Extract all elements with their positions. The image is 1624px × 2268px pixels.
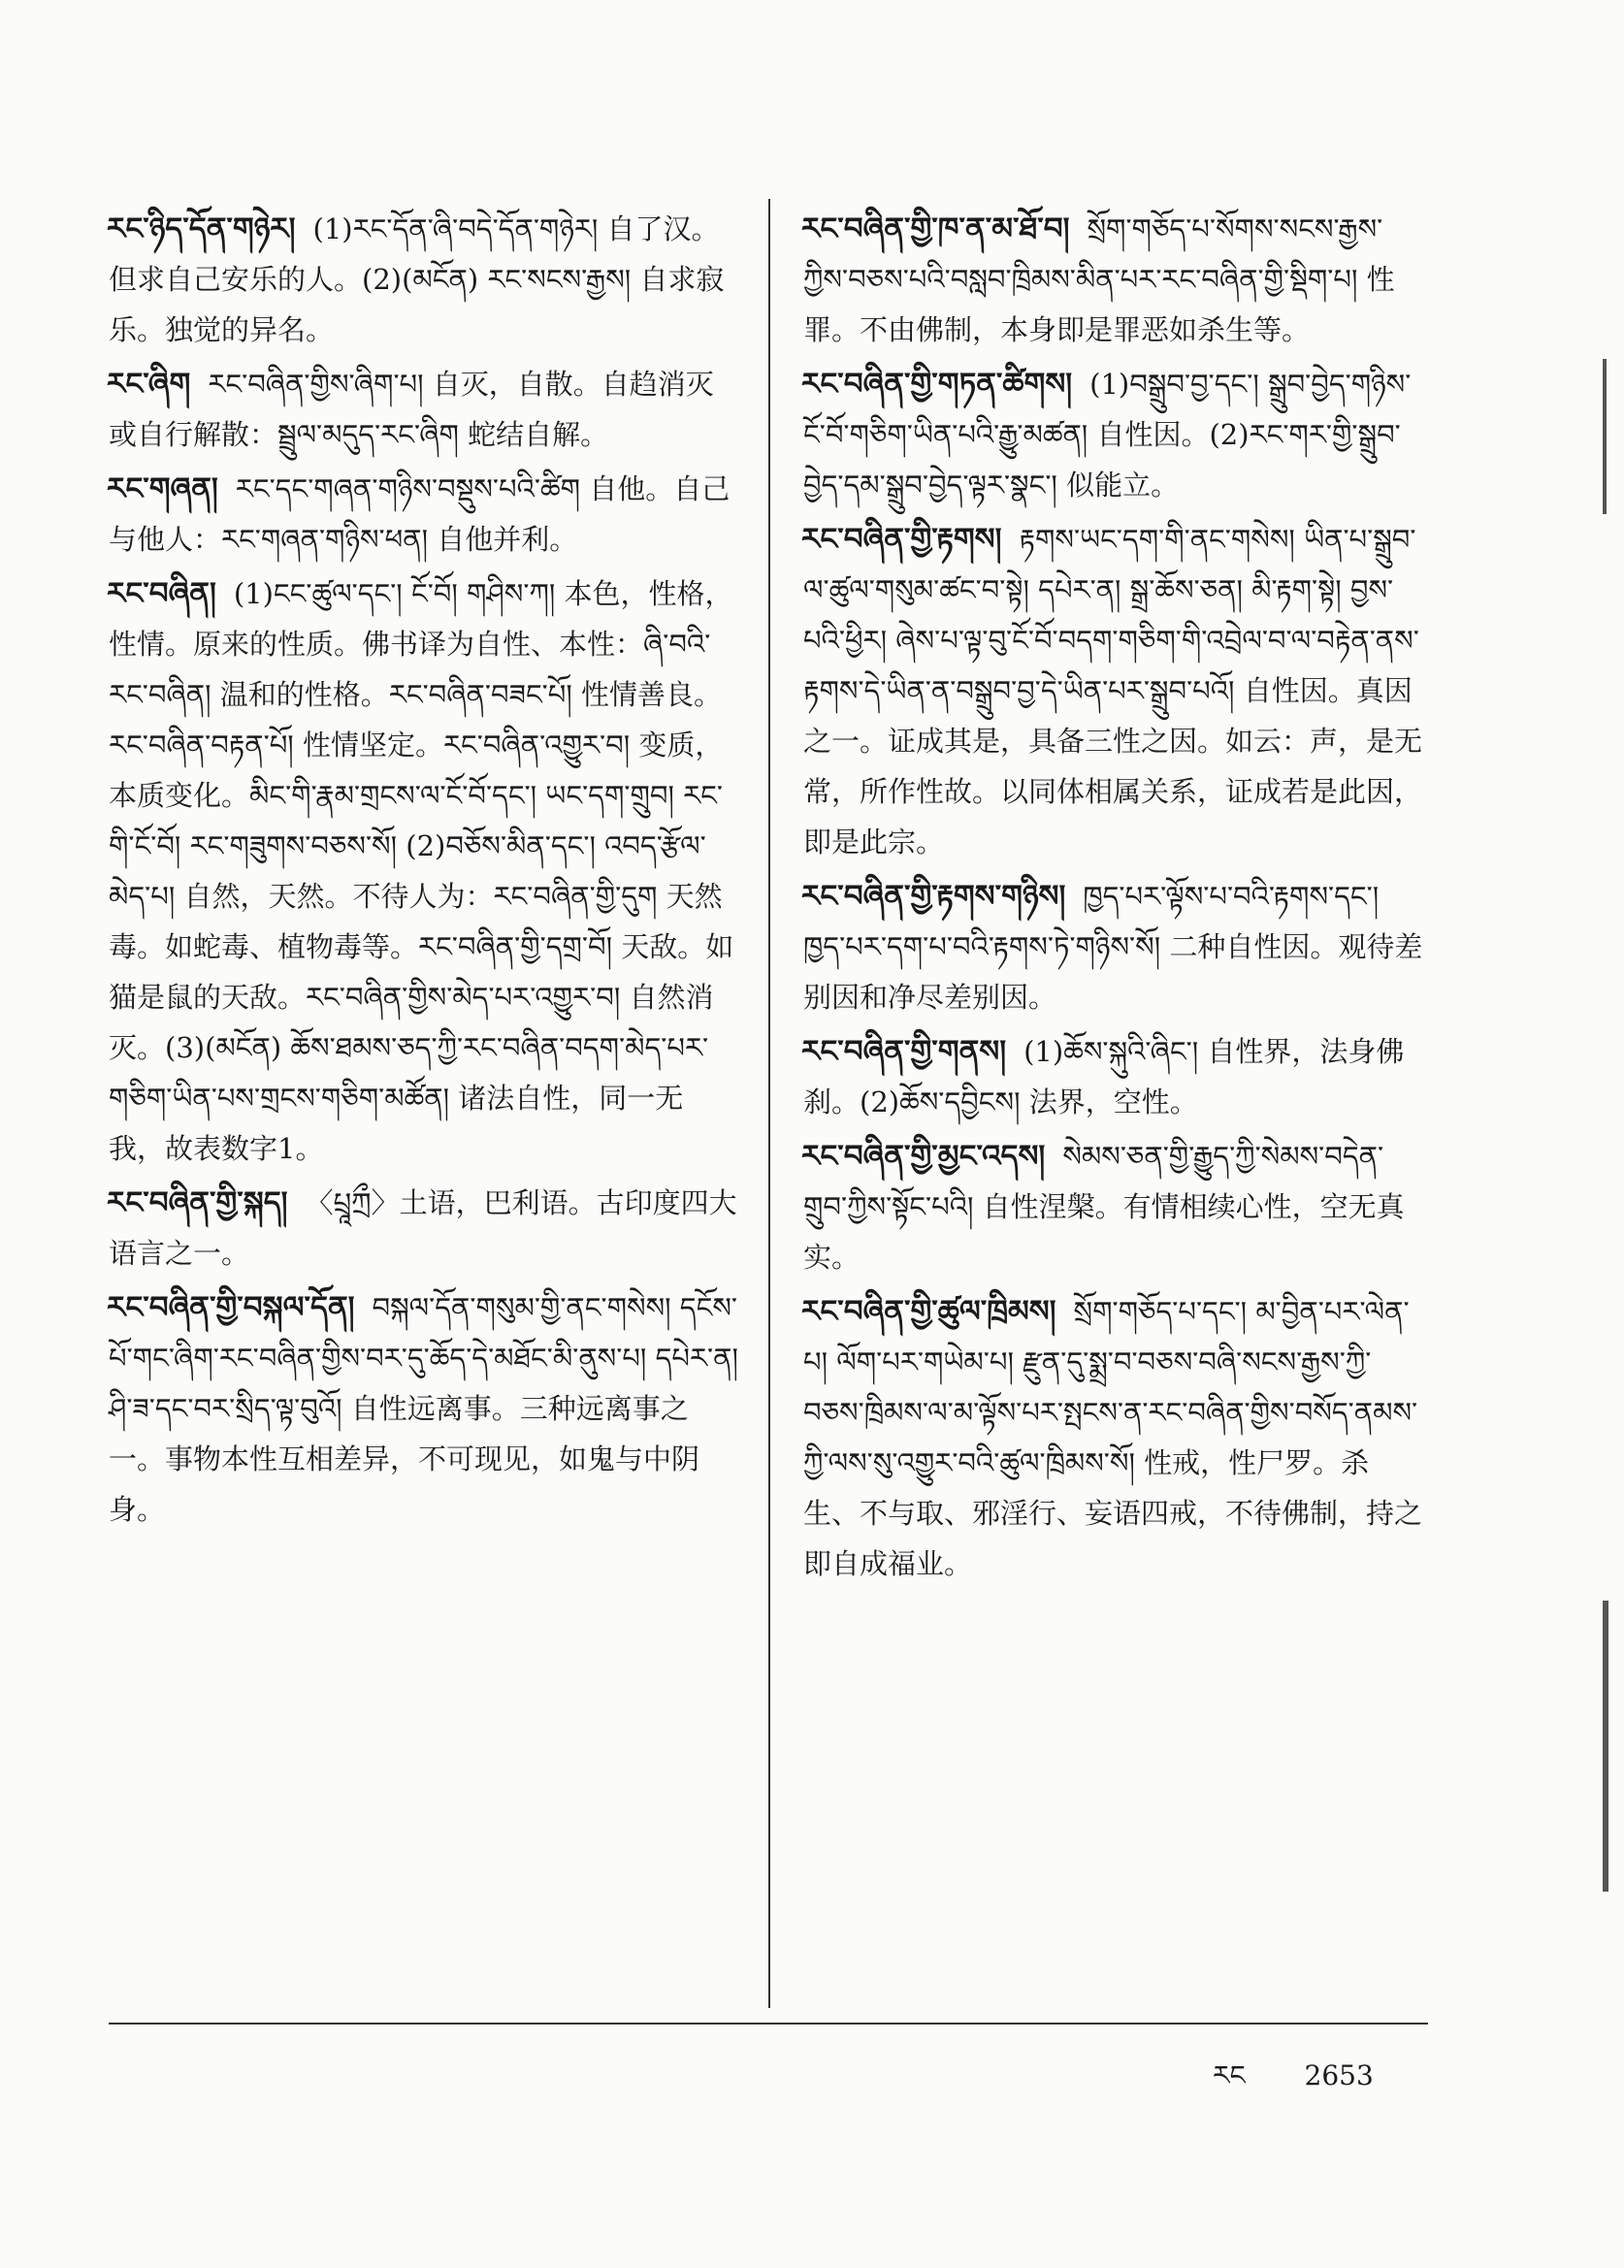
entry-headword: རང་ཞིག	[107, 367, 191, 402]
entry-text: རང་དང་གཞན་གཉིས་བསྡུས་པའི་ཚིག 自他。自己与他人：རང་གཞན་གཉིས་ཕན། 自他并利。	[109, 472, 731, 556]
dictionary-entry	[803, 1026, 1424, 1127]
right-column	[803, 204, 1424, 1593]
entry-text: རང་བཞིན་གྱིས་ཞིག་པ། 自灭，自散。自趋消灭或自行解散：སྦྲུལ་མདུད་རང་ཞིག 蛇结自解。	[109, 368, 714, 451]
entry-text: སྲོག་གཅོད་པ་སོགས་སངས་རྒྱས་ཀྱིས་བཅས་པའི་བསླབ་ཁྲིམས་མིན་པར་རང་བཞིན་གྱི་སྡིག་པ། 性罪。不由佛制，本身即是罪恶如杀生等。	[803, 212, 1395, 346]
scan-edge-mark	[1603, 1601, 1608, 1892]
entry-headword: རང་ཉིད་དོན་གཉེར།	[107, 211, 296, 246]
dictionary-entry	[803, 359, 1424, 510]
dictionary-entry	[109, 359, 739, 460]
entry-headword: རང་གཞན།	[107, 471, 218, 506]
page-number: 2653	[1304, 2059, 1374, 2091]
entry-text: ཁྱད་པར་ལྟོས་པ་བའི་རྟགས་དང་། ཁྱད་པར་དག་པ་བའི་རྟགས་ཏེ་གཉིས་སོ། 二种自性因。观待差别因和净尽差别因。	[803, 880, 1423, 1014]
entry-headword: རང་བཞིན་གྱི་ཁ་ན་མ་ཐོ་བ།	[801, 211, 1070, 246]
entry-headword: རང་བཞིན་གྱི་མྱང་འདས།	[801, 1139, 1046, 1174]
footer-rule	[109, 2023, 1428, 2025]
column-divider	[768, 199, 770, 2008]
left-column	[109, 204, 739, 1539]
dictionary-entry	[109, 464, 739, 565]
entry-text: སེམས་ཅན་གྱི་རྒྱུད་ཀྱི་སེམས་བདེན་གྲུབ་ཀྱིས་སྟོང་པའི། 自性涅槃。有情相续心性，空无真实。	[803, 1140, 1405, 1274]
entry-text: (1)རང་དོན་ཞི་བདེ་དོན་གཉེར། 自了汉。但求自己安乐的人。(2)(མངོན) རང་སངས་རྒྱས། 自求寂乐。独觉的异名。	[109, 212, 725, 346]
dictionary-entry	[109, 568, 739, 1174]
entry-text: སྲོག་གཅོད་པ་དང་། མ་བྱིན་པར་ལེན་པ། ལོག་པར་གཡེམ་པ། རྫུན་དུ་སྨྲ་བ་བཅས་བཞི་སངས་རྒྱས་ཀྱི་བཅས་ཁྲིམས་ལ་མ་ལྟོས་པར་སྤངས་ན་རང་བཞིན་གྱིས་བསོད་ནམས་ཀྱི་ལས་སུ་འགྱུར་བའི་ཚུལ་ཁྲིམས་སོ། 性戒，性尸罗。杀生、不与取、邪淫行、妄语四戒，不待佛制，持之即自成福业。	[803, 1295, 1423, 1580]
dictionary-entry	[803, 514, 1424, 867]
entry-headword: རང་བཞིན་གྱི་བསྐལ་དོན།	[107, 1290, 355, 1325]
dictionary-entry	[803, 871, 1424, 1022]
page-footer	[1213, 2045, 1374, 2122]
dictionary-entry	[109, 1282, 739, 1535]
entry-headword: རང་བཞིན་གྱི་གཏན་ཚིགས།	[801, 367, 1073, 402]
entry-text: 〈པྲཱཀྲྀ〉土语，巴利语。古印度四大语言之一。	[109, 1186, 737, 1270]
entry-headword: རང་བཞིན་གྱི་རྟགས།	[801, 522, 1002, 557]
entry-text: (1)བསྒྲུབ་བྱ་དང་། སྒྲུབ་བྱེད་གཉིས་ངོ་བོ་གཅིག་ཡིན་པའི་རྒྱུ་མཚན། 自性因。(2)རང་གར་གྱི་སྒྲུབ་བྱེད་དམ་སྒྲུབ་བྱེད་ལྟར་སྣང་། 似能立。	[803, 368, 1412, 502]
entry-headword: རང་བཞིན་གྱི་རྟགས་གཉིས།	[801, 879, 1066, 914]
scan-edge-mark	[1603, 359, 1607, 514]
entry-text: རྟགས་ཡང་དག་གི་ནང་གསེས། ཡིན་པ་སྒྲུབ་ལ་ཚུལ་གསུམ་ཚང་བ་སྟེ། དཔེར་ན། སྒྲ་ཆོས་ཅན། མི་རྟག་སྟེ། བྱས་པའི་ཕྱིར། ཞེས་པ་ལྟ་བུ་ངོ་བོ་བདག་གཅིག་གི་འབྲེལ་བ་ལ་བརྟེན་ནས་རྟགས་དེ་ཡིན་ན་བསྒྲུབ་བྱ་དེ་ཡིན་པར་སྒྲུབ་པའོ། 自性因。真因之一。证成其是，具备三性之因。如云：声，是无常，所作性故。以同体相属关系，证成若是此因，即是此宗。	[803, 523, 1423, 859]
tibetan-folio-label: རང	[1213, 2059, 1246, 2091]
entry-text: བསྐལ་དོན་གསུམ་གྱི་ནང་གསེས། དངོས་པོ་གང་ཞིག་རང་བཞིན་གྱིས་བར་དུ་ཆོད་དེ་མཐོང་མི་ནུས་པ། དཔེར་ན། ཤི་ཟ་དང་བར་སྲིད་ལྟ་བུའོ། 自性远离事。三种远离事之一。事物本性互相差异，不可现见，如鬼与中阴身。	[109, 1291, 738, 1526]
entry-headword: རང་བཞིན།	[107, 576, 216, 611]
entry-headword: རང་བཞིན་གྱི་གནས།	[801, 1034, 1007, 1069]
dictionary-entry	[803, 1286, 1424, 1589]
entry-headword: རང་བཞིན་གྱི་ཚུལ་ཁྲིམས།	[801, 1294, 1056, 1329]
dictionary-entry	[109, 204, 739, 355]
dictionary-entry	[109, 1178, 739, 1279]
dictionary-entry	[803, 1131, 1424, 1282]
entry-text: (1)ངང་ཚུལ་དང་། ངོ་བོ། གཤིས་ཀ། 本色，性格，性情。原来的性质。佛书译为自性、本性：ཞི་བའི་རང་བཞིན། 温和的性格。རང་བཞིན་བཟང་པོ། 性情善良。རང་བཞིན་བརྟན་པོ། 性情坚定。རང་བཞིན་འགྱུར་བ། 变质，本质变化。མིང་གི་རྣམ་གྲངས་ལ་ངོ་བོ་དང་། ཡང་དག་གྲུབ། རང་གི་ངོ་བོ། རང་གཟུགས་བཅས་སོ། (2)བཅོས་མིན་དང་། འབད་རྩོལ་མེད་པ། 自然，天然。不待人为：རང་བཞིན་གྱི་དུག 天然毒。如蛇毒、植物毒等。རང་བཞིན་གྱི་དགྲ་བོ། 天敌。如猫是鼠的天敌。རང་བཞིན་གྱིས་མེད་པར་འགྱུར་བ། 自然消灭。(3)(མངོན) ཆོས་ཐམས་ཅད་ཀྱི་རང་བཞིན་བདག་མེད་པར་གཅིག་ཡིན་པས་གྲངས་གཅིག་མཚོན། 诸法自性，同一无我，故表数字1。	[109, 577, 734, 1165]
entry-text: (1)ཆོས་སྐུའི་ཞིང་། 自性界，法身佛刹。(2)ཆོས་དབྱིངས། 法界，空性。	[803, 1035, 1405, 1118]
entry-headword: རང་བཞིན་གྱི་སྐད།	[107, 1185, 288, 1220]
dictionary-entry	[803, 204, 1424, 355]
